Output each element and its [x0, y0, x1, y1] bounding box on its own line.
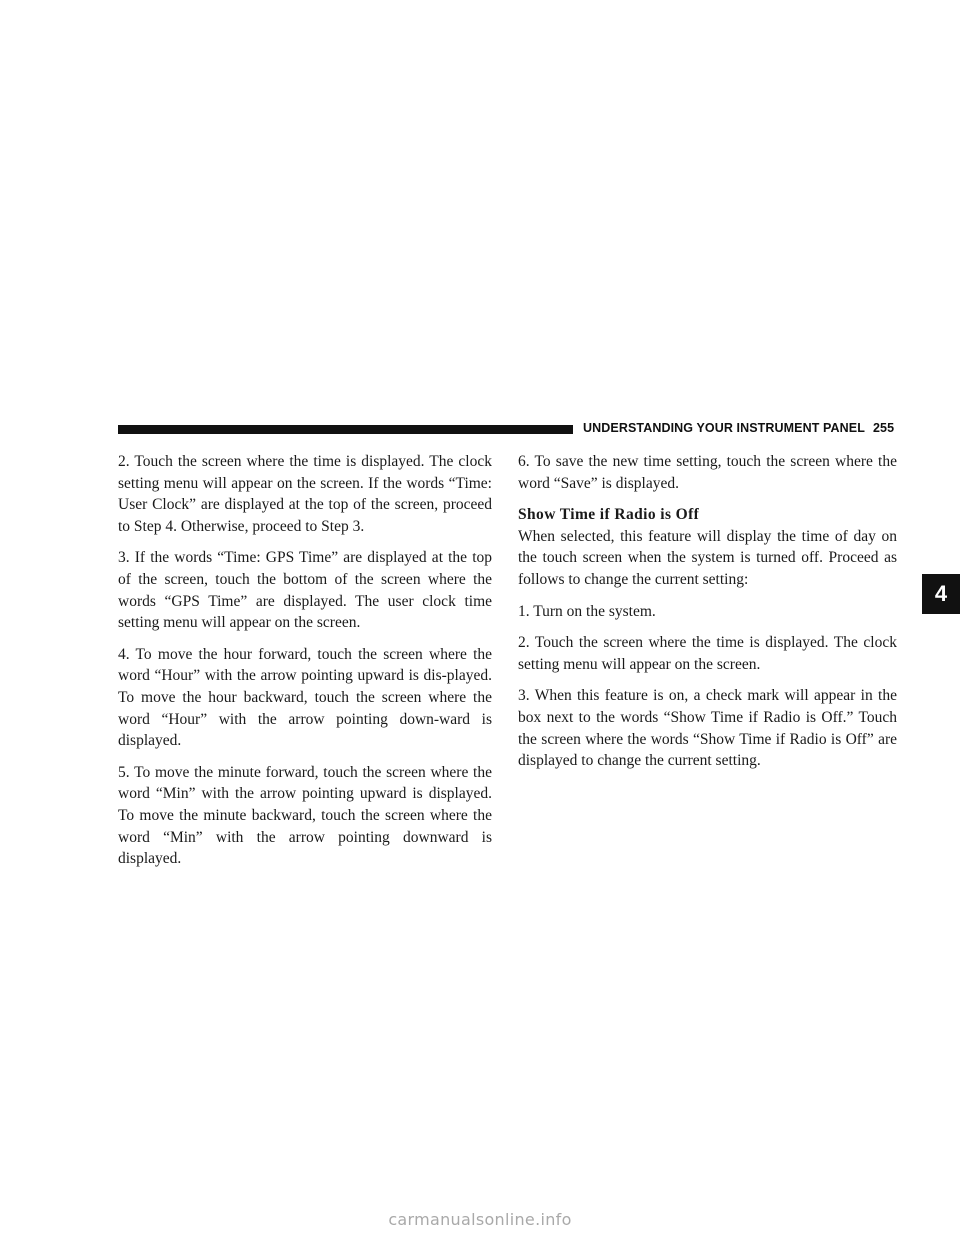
section-title: UNDERSTANDING YOUR INSTRUMENT PANEL: [583, 421, 865, 435]
feature-description: When selected, this feature will display the time of day on the touch screen when the system is turned off. Proceed as follows to change the current setting:: [518, 527, 897, 588]
substep-2-paragraph: 2. Touch the screen where the time is displayed. The clock setting menu will appear on the screen.: [518, 634, 897, 673]
step-6-paragraph: 6. To save the new time setting, touch the screen where the word “Save” is displayed.: [518, 453, 897, 492]
step-2-paragraph: 2. Touch the screen where the time is displayed. The clock setting menu will appear on the screen. If the words “Time: User Clock” are displayed at the top of the screen, proceed to Step 4. Otherwise, proceed to Step 3.: [118, 453, 492, 535]
header-rule: [118, 425, 573, 434]
step-3-paragraph: 3. If the words “Time: GPS Time” are displayed at the top of the screen, touch the bottom of the screen where the words “GPS Time” are displayed. The user clock time setting menu will appear on the screen.: [118, 549, 492, 632]
substep-3-paragraph: 3. When this feature is on, a check mark will appear in the box next to the words “Show Time if Radio is Off.” Touch the screen where the words “Show Time if Radio is Off” are displayed to change the current setting.: [518, 687, 897, 770]
watermark-text: carmanualsonline.info: [388, 1210, 572, 1229]
page-number: 255: [872, 421, 895, 435]
substep-1-paragraph: 1. Turn on the system.: [518, 602, 656, 620]
chapter-tab: 4: [922, 574, 960, 614]
left-column: [118, 451, 492, 880]
running-header: [583, 421, 894, 435]
step-4-paragraph: 4. To move the hour forward, touch the screen where the word “Hour” with the arrow pointing upward is dis-played. To move the hour backward, touch the screen where the word “Hour” with the arrow pointing down-ward is displayed.: [118, 645, 492, 750]
step-5-paragraph: 5. To move the minute forward, touch the screen where the word “Min” with the arrow pointing upward is displayed. To move the minute backward, touch the screen where the word “Min” with the arrow pointing downward is displayed.: [118, 763, 492, 868]
right-column: [518, 451, 897, 782]
section-heading: Show Time if Radio is Off: [518, 506, 700, 524]
